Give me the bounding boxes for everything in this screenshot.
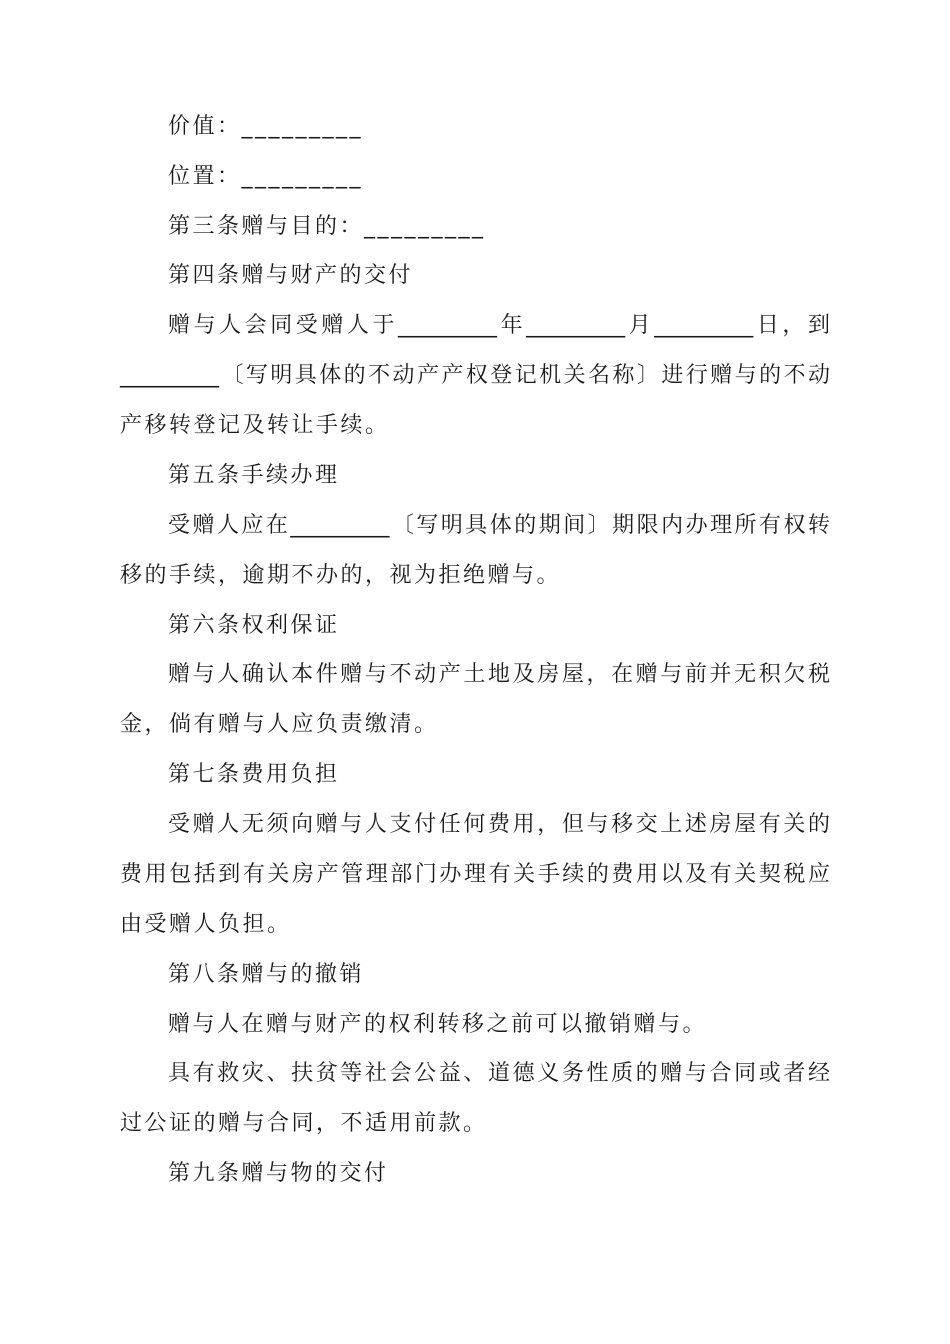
article-9-heading: 第九条赠与物的交付	[168, 1161, 389, 1186]
article-5-heading: 第五条手续办理	[168, 463, 340, 488]
article-6-heading: 第六条权利保证	[168, 613, 340, 638]
article-5-paragraph-line: 受赠人应在_________〔写明具体的期间〕期限内办理所有权转	[168, 513, 830, 538]
article-4-paragraph-line: 产移转登记及转让手续。	[120, 413, 390, 438]
article-7-paragraph-line: 由受赠人负担。	[120, 912, 292, 937]
article-5-paragraph-line: 移的手续，逾期不办的，视为拒绝赠与。	[120, 563, 562, 588]
article-8-paragraph-line: 赠与人在赠与财产的权利转移之前可以撤销赠与。	[168, 1012, 708, 1037]
article-8-heading: 第八条赠与的撤销	[168, 962, 365, 987]
article-4-paragraph-line: 赠与人会同受赠人于_________年_________月_________日，到	[168, 313, 830, 338]
article-7-heading: 第七条费用负担	[168, 762, 340, 787]
article-6-paragraph-line: 金，倘有赠与人应负责缴清。	[120, 712, 439, 737]
article-7-paragraph-line: 费用包括到有关房产管理部门办理有关手续的费用以及有关契税应	[120, 862, 830, 887]
article-6-paragraph-line: 赠与人确认本件赠与不动产土地及房屋，在赠与前并无积欠税	[168, 662, 830, 687]
article-7-paragraph-line: 受赠人无须向赠与人支付任何费用，但与移交上述房屋有关的	[168, 812, 830, 837]
location-field-line: 位置：_________	[168, 164, 364, 189]
article-8-paragraph-line: 过公证的赠与合同，不适用前款。	[120, 1111, 488, 1136]
article-3-purpose: 第三条赠与目的：_________	[168, 214, 486, 239]
value-field-line: 价值：_________	[168, 114, 364, 139]
article-4-paragraph-line: _________〔写明具体的不动产产权登记机关名称〕进行赠与的不动	[120, 363, 830, 388]
article-8-paragraph-line: 具有救灾、扶贫等社会公益、道德义务性质的赠与合同或者经	[168, 1061, 830, 1086]
article-4-heading: 第四条赠与财产的交付	[168, 263, 414, 288]
